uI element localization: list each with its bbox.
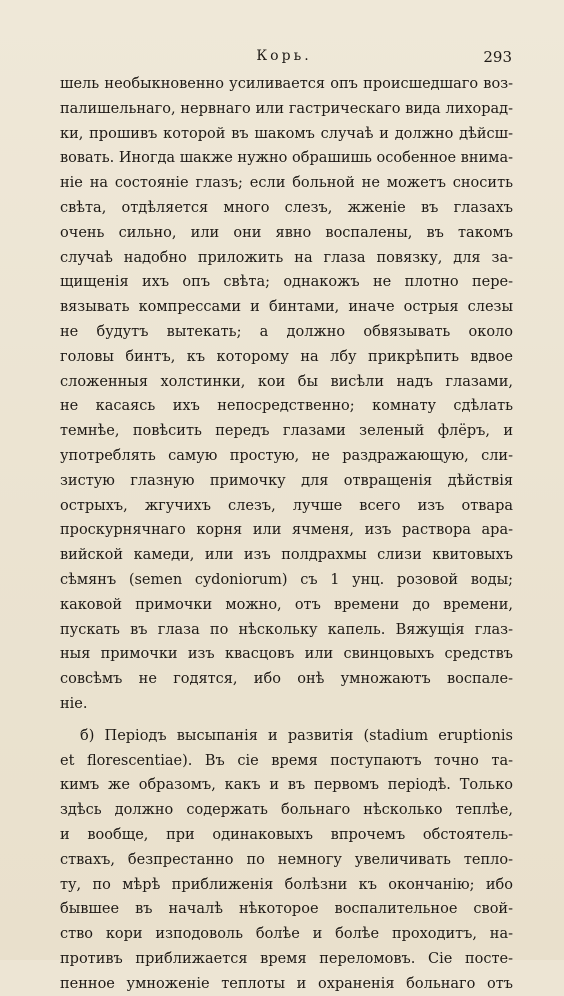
text-line: сложенныя холстинки, кои бы висѣли надъ глазами, [60, 373, 513, 390]
text-line: каковой примочки можно, отъ времени до времени, [60, 596, 513, 613]
text-line: ки, прошивъ которой въ шакомъ случаѣ и должно дѣйсш- [60, 125, 513, 142]
text-line: бывшее въ началѣ нѣкоторое воспалительное свой- [60, 901, 513, 918]
text-line: и вообще, при одинаковыхъ впрочемъ обстоятель- [60, 826, 513, 843]
running-head: Корь. [256, 48, 312, 64]
text-line: пенное умноженіе теплоты и охраненія больнаго отъ [60, 975, 513, 992]
text-line: проскурнячнаго корня или ячменя, изъ раствора ара- [60, 522, 513, 539]
text-line: совсѣмъ не годятся, ибо онѣ умножаютъ воспале- [60, 671, 513, 688]
paragraph-end-line: ніе. [60, 695, 88, 712]
page-header [56, 48, 512, 72]
text-line: головы бинтъ, къ которому на лбу прикрѣпить вдвое [60, 348, 513, 365]
text-line: зистую глазную примочку для отвращенія дѣйствія [60, 472, 513, 489]
text-line: очень сильно, или они явно воспалены, въ такомъ [60, 224, 513, 241]
text-line: ту, по мѣрѣ приближенія болѣзни къ окончанію; ибо [60, 876, 513, 893]
text-line: палишельнаго, нервнаго или гастрическаго вида лихорад- [60, 100, 513, 117]
text-line: не будутъ вытекать; а должно обвязывать около [60, 323, 513, 340]
text-line: ніе на состояніе глазъ; если больной не можетъ сносить [60, 175, 513, 192]
text-line: здѣсь должно содержать больнаго нѣсколько теплѣе, [60, 802, 513, 819]
text-line: острыхъ, жгучихъ слезъ, лучше всего изъ отвара [60, 497, 513, 514]
text-line: кимъ же образомъ, какъ и въ первомъ періодѣ. Только [60, 777, 513, 794]
text-line: вийской камеди, или изъ полдрахмы слизи квитовыхъ [60, 547, 513, 564]
text-line: пускать въ глаза по нѣскольку капель. Вяжущія глаз- [60, 621, 513, 638]
text-line: противъ приближается время переломовъ. Сіе посте- [60, 950, 513, 967]
text-line: случаѣ надобно приложить на глаза повязку, для за- [60, 249, 513, 266]
body-text [60, 72, 513, 996]
text-line: вовать. Иногда шакже нужно обрашишь особенное внима- [60, 150, 513, 167]
text-line: ныя примочки изъ квасцовъ или свинцовыхъ средствъ [60, 646, 513, 663]
text-line: шель необыкновенно усиливается опъ происшедшаго воз- [60, 76, 513, 92]
text-line: et florescentiae). Въ сіе время поступаютъ точно та- [60, 752, 513, 769]
page-number: 293 [483, 48, 512, 66]
text-line: ствахъ, безпрестанно по немногу увеличивать тепло- [60, 851, 513, 868]
text-line: ство кори изподоволь болѣе и болѣе проходитъ, на- [60, 926, 513, 943]
text-line: щищенія ихъ опъ свѣта; однакожъ не плотно пере- [60, 274, 513, 291]
text-line: темнѣе, повѣсить передъ глазами зеленый флёръ, и [60, 423, 513, 440]
text-line: употреблять самую простую, не раздражающую, сли- [60, 447, 513, 464]
text-line: свѣта, отдѣляется много слезъ, жженіе въ глазахъ [60, 199, 513, 216]
text-line: вязывать компрессами и бинтами, иначе острыя слезы [60, 299, 513, 316]
text-line: сѣмянъ (semen cydoniorum) съ 1 унц. розовой воды; [60, 571, 513, 588]
section-heading-line: б) Періодъ высыпанія и развитія (stadium eruptionis [80, 727, 513, 744]
text-line: не касаясь ихъ непосредственно; комнату сдѣлать [60, 398, 513, 415]
